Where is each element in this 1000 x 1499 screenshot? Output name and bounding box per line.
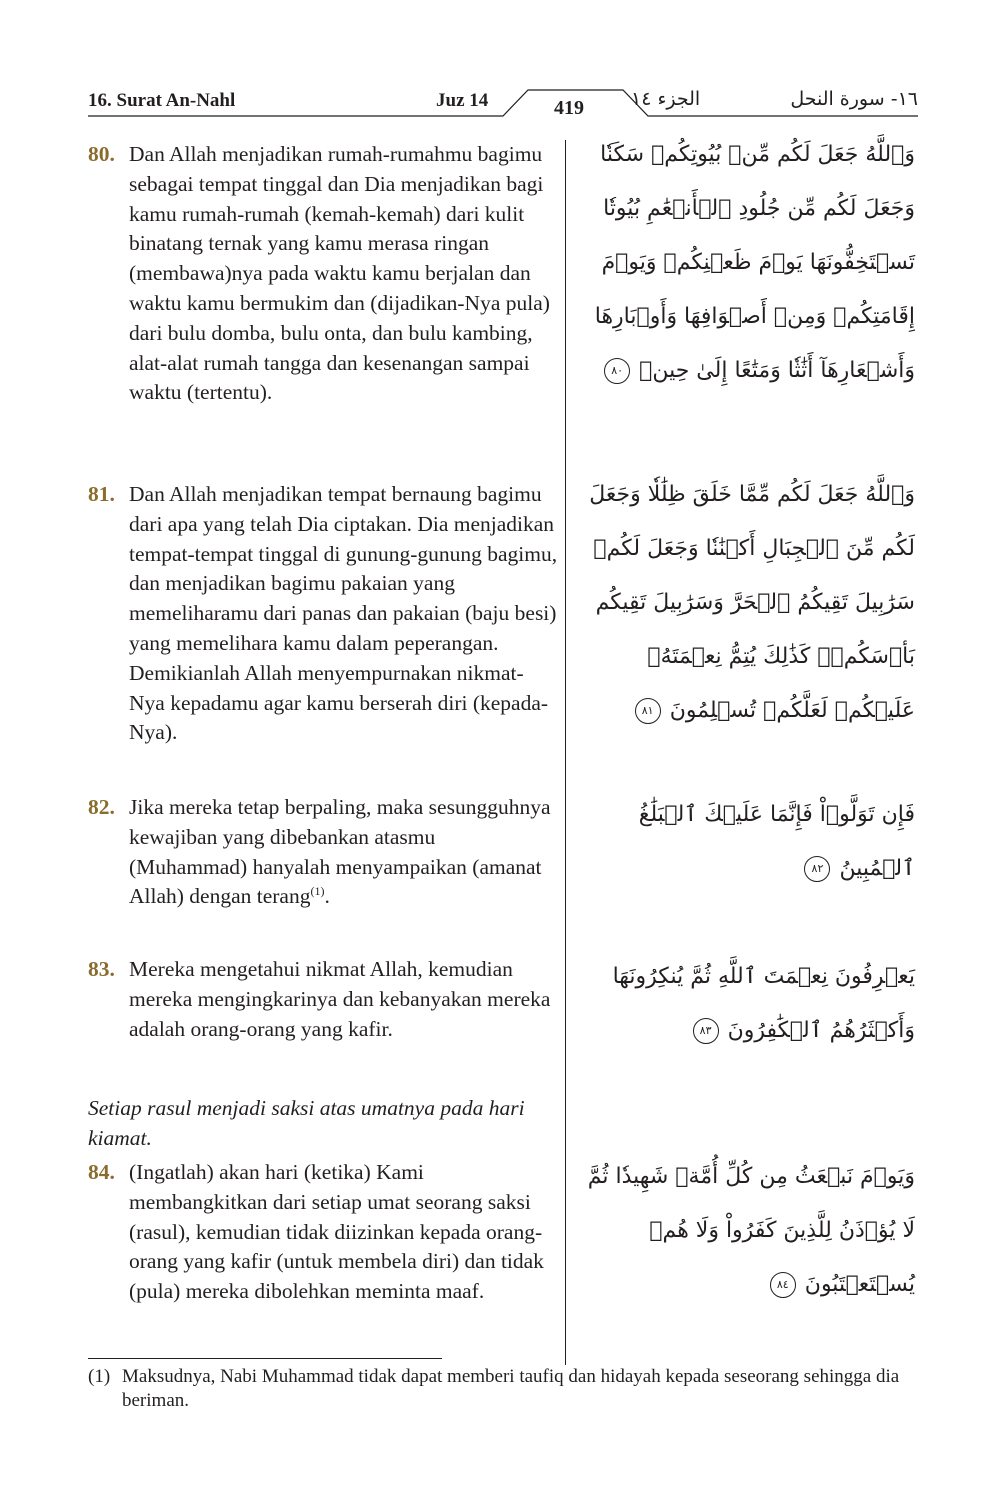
verse-number: 82. <box>88 795 115 819</box>
ayah-end-marker: ٨٠ <box>604 358 630 384</box>
verse-84-arabic <box>585 1150 915 1312</box>
arabic-text: وَيَوۡمَ نَبۡعَثُ مِن كُلِّ أُمَّةٖ شَهِيدٗا ثُمَّ لَا يُؤۡذَنُ لِلَّذِينَ كَفَرُواْ وَلَا هُمۡ يُسۡتَعۡتَبُونَ <box>587 1164 915 1297</box>
ayah-end-marker: ٨٢ <box>804 856 830 882</box>
arabic-text: يَعۡرِفُونَ نِعۡمَتَ ٱللَّهِ ثُمَّ يُنكِرُونَهَا وَأَكۡثَرُهُمُ ٱلۡكَٰفِرُونَ <box>612 964 915 1043</box>
footnote-text: Maksudnya, Nabi Muhammad tidak dapat memberi taufiq dan hidayah kepada seseorang sehingga dia beriman. <box>122 1366 900 1411</box>
footnote-rule <box>88 1358 442 1359</box>
verse-text: Jika mereka tetap berpaling, maka sesungguhnya kewajiban yang dibebankan atasmu (Muhammad) hanyalah menyampaikan (amanat Allah) dengan terang$^{(1)}$. <box>129 795 551 909</box>
verse-text: Mereka mengetahui nikmat Allah, kemudian mereka mengingkarinya dan kebanyakan mereka adalah orang-orang yang kafir. <box>129 957 551 1041</box>
verse-81-translation <box>88 480 558 748</box>
verse-84-translation <box>88 1158 558 1307</box>
verse-83-arabic <box>585 950 915 1058</box>
arabic-text: فَإِن تَوَلَّوۡاْ فَإِنَّمَا عَلَيۡكَ ٱلۡبَلَٰغُ ٱلۡمُبِينُ <box>638 802 915 881</box>
verse-80-arabic <box>585 128 915 398</box>
verse-83-translation <box>88 955 558 1044</box>
verse-number: 84. <box>88 1160 115 1184</box>
verse-text: Dan Allah menjadikan rumah-rumahmu bagimu sebagai tempat tinggal dan Dia menjadikan bagi kamu rumah-rumah (kemah-kemah) dari kulit binatang ternak yang kamu merasa ringan (membawa)nya pada waktu kamu berjalan dan waktu kamu bermukim dan (dijadikan-Nya pula) dari bulu domba, bulu onta, dan bulu kambing, alat-alat rumah tangga dan kesenangan sampai waktu (tertentu). <box>129 142 550 405</box>
arabic-text: وَٱللَّهُ جَعَلَ لَكُم مِّنۢ بُيُوتِكُمۡ سَكَنٗا وَجَعَلَ لَكُم مِّن جُلُودِ ٱلۡأَنۡعَٰمِ بُيُوتٗا تَسۡتَخِفُّونَهَا يَوۡمَ ظَعۡنِكُمۡ وَيَوۡمَ إِقَامَتِكُمۡ وَمِنۡ أَصۡوَافِهَا وَأَوۡبَارِهَا وَأَشۡعَارِهَآ أَثَٰثٗا وَمَتَٰعًا إِلَىٰ حِينٖ <box>594 142 915 383</box>
column-divider <box>565 140 566 1365</box>
footnote <box>88 1365 918 1413</box>
ayah-end-marker: ٨٣ <box>693 1018 719 1044</box>
verse-text: Dan Allah menjadikan tempat bernaung bagimu dari apa yang telah Dia ciptakan. Dia menjadikan tempat-tempat tinggal di gunung-gunung bagimu, dan menjadikan bagimu pakaian yang memeliharamu dari panas dan pakaian (baju besi) yang memelihara kamu dalam peperangan. Demikianlah Allah menyempurnakan nikmat-Nya kepadamu agar kamu berserah diri (kepada-Nya). <box>129 482 558 745</box>
section-heading: Setiap rasul menjadi saksi atas umatnya pada hari kiamat. <box>88 1096 525 1150</box>
surah-title-arabic: ١٦- سورة النحل <box>790 88 918 110</box>
ayah-end-marker: ٨٤ <box>770 1272 796 1298</box>
arabic-text: وَٱللَّهُ جَعَلَ لَكُم مِّمَّا خَلَقَ ظِلَٰلٗا وَجَعَلَ لَكُم مِّنَ ٱلۡجِبَالِ أَكۡنَٰنٗا وَجَعَلَ لَكُمۡ سَرَٰبِيلَ تَقِيكُمُ ٱلۡحَرَّ وَسَرَٰبِيلَ تَقِيكُم بَأۡسَكُمۡۚ كَذَٰلِكَ يُتِمُّ نِعۡمَتَهُۥ عَلَيۡكُمۡ لَعَلَّكُمۡ تُسۡلِمُونَ <box>589 482 915 723</box>
ayah-end-marker: ٨١ <box>635 698 661 724</box>
footnote-number: (1) <box>88 1366 111 1387</box>
verse-81-arabic <box>585 468 915 738</box>
verse-82-translation <box>88 793 558 912</box>
surah-title: 16. Surat An-Nahl <box>88 90 236 111</box>
verse-number: 83. <box>88 957 115 981</box>
page-header <box>88 86 918 126</box>
verse-text: (Ingatlah) akan hari (ketika) Kami membangkitkan dari setiap umat seorang saksi (rasul), kemudian tidak diizinkan kepada orang-orang yang kafir (untuk membela diri) dan tidak (pula) mereka dibolehkan meminta maaf. <box>129 1160 544 1304</box>
verse-number: 81. <box>88 482 115 506</box>
juz-label: Juz 14 <box>436 90 489 111</box>
verse-number: 80. <box>88 142 115 166</box>
verse-80-translation <box>88 140 558 408</box>
juz-label-arabic: الجزء ١٤ <box>631 88 701 110</box>
page-number: 419 <box>554 97 584 119</box>
footnote-ref[interactable]: (1) <box>310 884 325 899</box>
verse-82-arabic <box>585 788 915 896</box>
